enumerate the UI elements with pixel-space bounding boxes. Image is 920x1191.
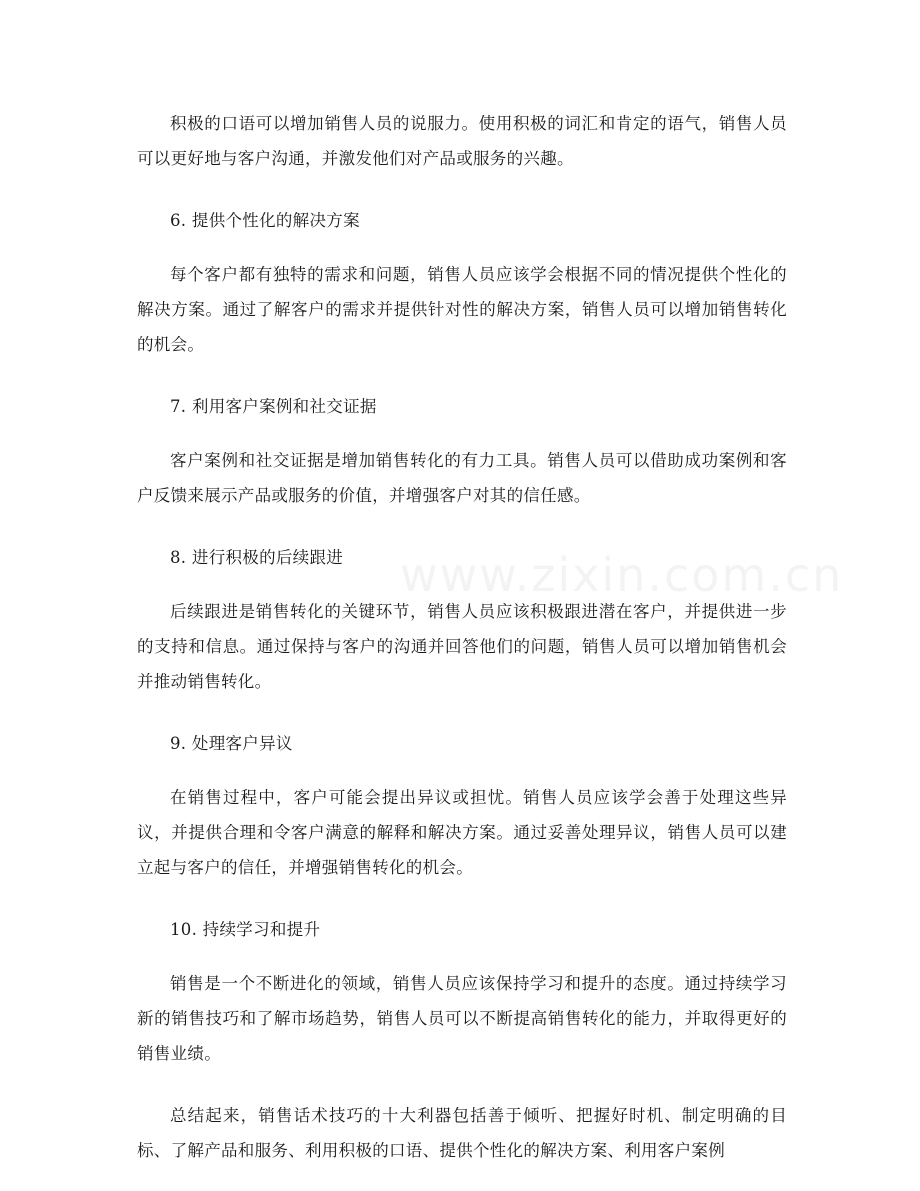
heading-customer-cases: 7. 利用客户案例和社交证据 — [170, 397, 377, 416]
paragraph-customer-cases: 客户案例和社交证据是增加销售转化的有力工具。销售人员可以借助成功案例和客户反馈来展示产品或服务的价值，并增强客户对其的信任感。 — [137, 451, 787, 505]
heading-objections: 9. 处理客户异议 — [170, 734, 293, 753]
heading-follow-up: 8. 进行积极的后续跟进 — [170, 548, 344, 567]
paragraph-follow-up: 后续跟进是销售转化的关键环节，销售人员应该积极跟进潜在客户，并提供进一步的支持和信息。通过保持与客户的沟通并回答他们的问题，销售人员可以增加销售机会并推动销售转化。 — [137, 602, 787, 691]
paragraph-summary: 总结起来，销售话术技巧的十大利器包括善于倾听、把握好时机、制定明确的目标、了解产品和服务、利用积极的口语、提供个性化的解决方案、利用客户案例 — [137, 1106, 787, 1160]
document-body — [137, 106, 787, 1168]
paragraph-personalized-solutions: 每个客户都有独特的需求和问题，销售人员应该学会根据不同的情况提供个性化的解决方案。通过了解客户的需求并提供针对性的解决方案，销售人员可以增加销售转化的机会。 — [137, 265, 787, 354]
paragraph-objections: 在销售过程中，客户可能会提出异议或担忧。销售人员应该学会善于处理这些异议，并提供合理和令客户满意的解释和解决方案。通过妥善处理异议，销售人员可以建立起与客户的信任，并增强销售转化的机会。 — [137, 788, 787, 877]
heading-personalized-solutions: 6. 提供个性化的解决方案 — [170, 211, 360, 230]
heading-continuous-learning: 10. 持续学习和提升 — [170, 920, 321, 939]
paragraph-positive-speech: 积极的口语可以增加销售人员的说服力。使用积极的词汇和肯定的语气，销售人员可以更好地与客户沟通，并激发他们对产品或服务的兴趣。 — [137, 114, 787, 168]
paragraph-continuous-learning: 销售是一个不断进化的领域，销售人员应该保持学习和提升的态度。通过持续学习新的销售技巧和了解市场趋势，销售人员可以不断提高销售转化的能力，并取得更好的销售业绩。 — [137, 974, 787, 1063]
